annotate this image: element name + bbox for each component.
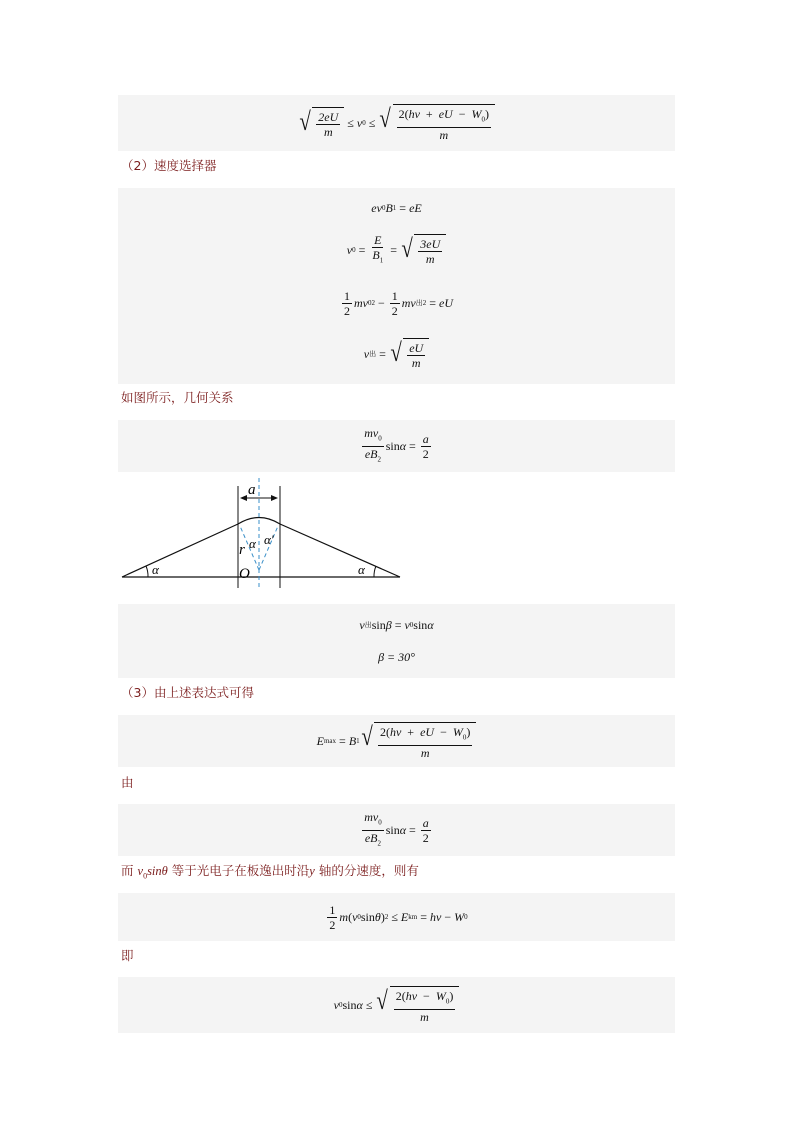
formula-energy: $\frac{1}{2}$ mv 0 2 − $\frac{1}{2}$ mv 出 2 = eU [343, 288, 454, 318]
label-alpha-right: α [358, 562, 365, 577]
formula-geometry-repeat: $\frac{mv_0}{eB_2}$ sin α = $\frac{a}{2}$ [364, 810, 429, 847]
formula-beta: β = 30° [378, 649, 415, 664]
formula-box-8 [118, 977, 675, 1033]
label-alpha-prime: α′ [264, 532, 274, 547]
formula-box-7 [118, 893, 675, 941]
label-part2: （2）速度选择器 [121, 158, 217, 173]
formula-kinetic-energy: $\frac{1}{2}$ m ( v 0 sin θ ) 2 ≤ E km = hν − W 0 [329, 902, 468, 932]
label-alpha-left: α [152, 562, 159, 577]
label-er: 而 $v_0\sin\theta$ 等于光电子在板逸出时沿y 轴的分速度，则有 [121, 863, 419, 881]
formula-v0-range: √ $\frac{2eU}{m}$ ≤ v 0 ≤ √ $\frac{2(h\nu + eU - W_0)}{m}$ [298, 101, 495, 145]
label-r: r [239, 542, 245, 558]
formula-box-4 [118, 604, 675, 678]
formula-box-3 [118, 420, 675, 472]
label-part3: （3）由上述表达式可得 [121, 685, 254, 700]
geometry-figure [118, 478, 418, 588]
label-origin: O [239, 566, 250, 582]
formula-box-2 [118, 188, 675, 384]
formula-final: v 0 sin α ≤ √ $\frac{2(h\nu - W_0)}{m}$ [334, 983, 460, 1027]
formula-vout: v 出 = √ $\frac{eU}{m}$ [364, 329, 429, 379]
formula-box-6 [118, 804, 675, 856]
label-ji: 即 [121, 948, 134, 963]
label-a: a [248, 482, 256, 498]
formula-force-balance: ev 0 B 1 = eE [371, 200, 422, 215]
label-you: 由 [121, 775, 134, 790]
formula-v0: v 0 = $\frac{E}{B_1}$ = √ $\frac{3eU}{m}$ [347, 223, 447, 277]
formula-box-5 [118, 715, 675, 767]
formula-emax: E max = B 1 √ $\frac{2(h\nu + eU - W_0)}{m}$ [317, 719, 477, 763]
formula-geometry: $\frac{mv_0}{eB_2}$ sin α = $\frac{a}{2}$ [364, 426, 429, 463]
formula-velocity-projection: v 出 sin β = v 0 sin α [359, 617, 434, 632]
label-alpha-center: α [249, 536, 256, 551]
formula-box-1 [118, 95, 675, 151]
label-geometry: 如图所示，几何关系 [121, 390, 234, 405]
